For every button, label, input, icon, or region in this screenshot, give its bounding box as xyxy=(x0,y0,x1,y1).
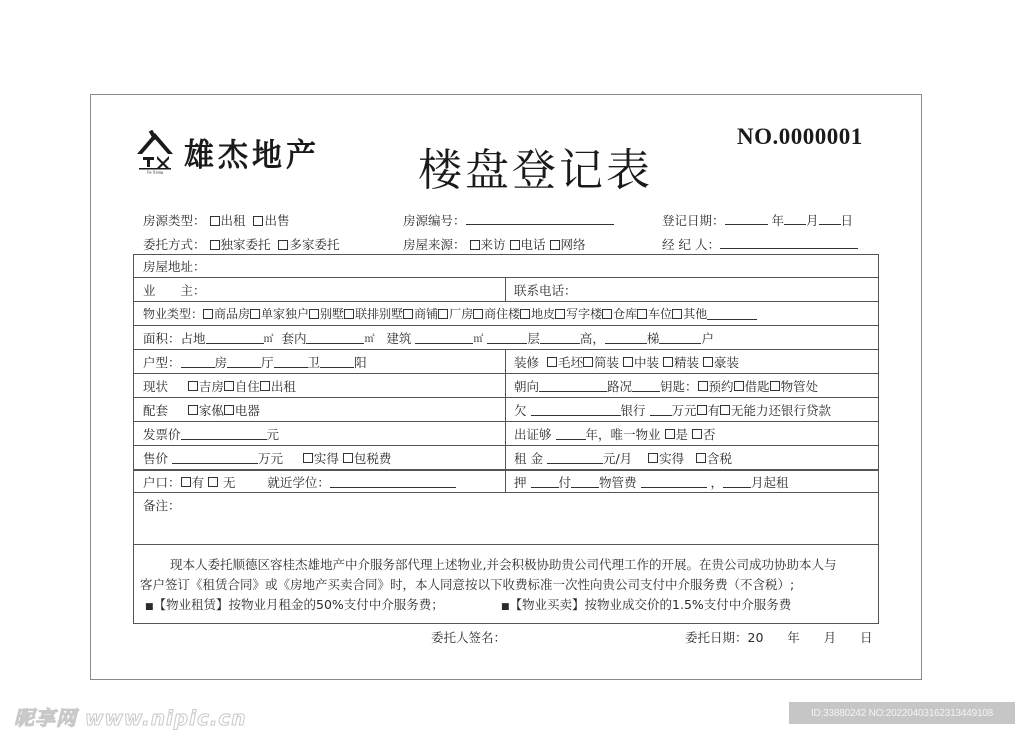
checkbox-appointment[interactable] xyxy=(698,381,708,391)
remarks-field[interactable]: 备注： xyxy=(134,493,878,545)
checkbox-fine[interactable] xyxy=(663,357,673,367)
checkbox-rented[interactable] xyxy=(260,381,270,391)
decoration-field: 装修 毛坯 简装 中装 精装 豪装 xyxy=(514,354,739,370)
checkbox-commercial-housing[interactable] xyxy=(203,309,213,319)
notice-bullet-sale: ■【物业买卖】按物业成交价的1.5%支付中介服务费 xyxy=(501,597,792,612)
company-name: 雄杰地产 xyxy=(184,137,320,175)
entrust-mode-field: 委托方式： 独家委托 多家委托 xyxy=(143,237,340,252)
rent-start-input[interactable] xyxy=(723,476,751,488)
checkbox-detached[interactable] xyxy=(250,309,260,319)
orientation-field: 朝向 路况 钥匙： 预约 借匙 物管处 xyxy=(514,378,819,394)
checkbox-net-price[interactable] xyxy=(303,453,313,463)
register-month-input[interactable] xyxy=(784,213,806,225)
pay-months-input[interactable] xyxy=(571,476,599,488)
house-logo-icon xyxy=(134,130,176,174)
checkbox-medium[interactable] xyxy=(623,357,633,367)
bank-name-input[interactable] xyxy=(531,404,621,416)
building-area-input[interactable] xyxy=(415,332,473,344)
households-input[interactable] xyxy=(659,332,701,344)
row-area xyxy=(134,326,878,350)
facilities-field: 配套 家俬 电器 xyxy=(143,402,260,418)
form-title: 楼盘登记表 xyxy=(418,145,653,196)
checkbox-exclusive[interactable] xyxy=(210,240,220,250)
rent-field: 租 金 元/月 实得 含税 xyxy=(514,450,733,466)
checkbox-loan-no[interactable] xyxy=(720,405,730,415)
checkbox-hukou-yes[interactable] xyxy=(181,477,191,487)
notice-line-2: 客户签订《租赁合同》或《房地产买卖合同》时，本人同意按以下收费标准一次性向贵公司支付中介服务费（不含税）; xyxy=(140,577,795,592)
checkbox-borrow-key[interactable] xyxy=(734,381,744,391)
checkbox-vacant[interactable] xyxy=(188,381,198,391)
checkbox-visit[interactable] xyxy=(470,240,480,250)
registration-table xyxy=(133,254,879,624)
certificate-field: 出证够 年，唯一物业 是 否 xyxy=(514,426,716,442)
row-layout xyxy=(134,350,878,374)
entrustment-notice xyxy=(134,545,878,624)
address-field[interactable]: 房屋地址： xyxy=(143,259,206,274)
company-logo xyxy=(134,130,320,174)
checkbox-hukou-no[interactable] xyxy=(208,477,218,487)
phone-field[interactable]: 联系电话： xyxy=(514,282,577,298)
management-fee-input[interactable] xyxy=(641,476,707,488)
checkbox-only-no[interactable] xyxy=(692,429,702,439)
row-price xyxy=(134,446,878,470)
hukou-field: 户口： 有 无 就近学位： xyxy=(134,471,456,492)
row-property-type xyxy=(134,302,878,326)
register-year-input[interactable] xyxy=(725,213,768,225)
road-input[interactable] xyxy=(632,380,660,392)
listing-type-field: 房源类型： 出租 出售 xyxy=(143,213,290,228)
sale-price-field: 售价 万元 实得 包税费 xyxy=(143,450,392,466)
checkbox-rent-net[interactable] xyxy=(648,453,658,463)
checkbox-multiple[interactable] xyxy=(278,240,288,250)
checkbox-rent[interactable] xyxy=(210,216,220,226)
row-owner xyxy=(134,278,878,302)
checkbox-shop[interactable] xyxy=(403,309,413,319)
layout-field: 户型： 房 厅 卫 阳 xyxy=(143,354,367,370)
invoice-field: 发票价 元 xyxy=(143,426,280,442)
signer-signature-field[interactable]: 委托人签名： xyxy=(431,630,507,645)
area-field: 面积：占地 ㎡ 套内 ㎡ 建筑 ㎡ 层 高， 梯 户 xyxy=(143,330,714,346)
checkbox-office[interactable] xyxy=(555,309,565,319)
invoice-price-input[interactable] xyxy=(181,428,267,440)
row-invoice xyxy=(134,422,878,446)
checkbox-furniture[interactable] xyxy=(188,405,198,415)
other-type-input[interactable] xyxy=(707,308,757,320)
row-address xyxy=(134,255,878,278)
halls-input[interactable] xyxy=(227,356,261,368)
checkbox-rent-tax[interactable] xyxy=(696,453,706,463)
checkbox-phone[interactable] xyxy=(510,240,520,250)
checkbox-luxury[interactable] xyxy=(703,357,713,367)
listing-number-input[interactable] xyxy=(466,213,614,225)
serial-number: NO.0000001 xyxy=(737,124,863,149)
listing-number-field: 房源编号： xyxy=(403,211,614,229)
watermark-logo: 昵享网 www.nipic.cn xyxy=(14,706,247,730)
baths-input[interactable] xyxy=(274,356,308,368)
floor-input[interactable] xyxy=(487,332,527,344)
stairs-input[interactable] xyxy=(605,332,647,344)
checkbox-self-occupied[interactable] xyxy=(224,381,234,391)
svg-text:Jie Xiong: Jie Xiong xyxy=(146,169,164,174)
agent-input[interactable] xyxy=(720,237,858,249)
height-input[interactable] xyxy=(540,332,580,344)
checkbox-parking[interactable] xyxy=(637,309,647,319)
checkbox-only-yes[interactable] xyxy=(665,429,675,439)
row-status xyxy=(134,374,878,398)
checkbox-townhouse[interactable] xyxy=(344,309,354,319)
status-field: 现状 吉房 自住 出租 xyxy=(143,378,296,394)
entrust-date-field[interactable]: 委托日期：20 年 月 日 xyxy=(685,630,873,645)
checkbox-mixed-use[interactable] xyxy=(473,309,483,319)
certificate-years-input[interactable] xyxy=(556,428,586,440)
deposit-field: 押 付 物管费 ， 月起租 xyxy=(514,474,789,490)
bullet-square-icon: ■ xyxy=(501,602,510,612)
source-field: 房屋来源： 来访 电话 网络 xyxy=(403,237,586,252)
agent-field: 经 纪 人： xyxy=(662,235,858,253)
checkbox-loan-yes[interactable] xyxy=(697,405,707,415)
rent-input[interactable] xyxy=(547,452,603,464)
sale-price-input[interactable] xyxy=(172,452,258,464)
checkbox-appliances[interactable] xyxy=(224,405,234,415)
checkbox-land[interactable] xyxy=(520,309,530,319)
row-hukou xyxy=(134,470,878,493)
bullet-square-icon: ■ xyxy=(145,602,154,612)
loan-field: 欠 银行 万元 有 无 能力还银行贷款 xyxy=(514,402,832,418)
checkbox-simple[interactable] xyxy=(583,357,593,367)
property-type-field: 物业类型： 商品房 单家独户 别墅 联排别墅 商铺 厂房 商住楼 地皮 写字楼 仓库 车位 其他 xyxy=(134,302,757,325)
checkbox-factory[interactable] xyxy=(438,309,448,319)
checkbox-other[interactable] xyxy=(672,309,682,319)
checkbox-villa[interactable] xyxy=(309,309,319,319)
checkbox-warehouse[interactable] xyxy=(602,309,612,319)
row-facilities xyxy=(134,398,878,422)
owner-field[interactable]: 业 主： xyxy=(143,282,206,298)
checkbox-bare[interactable] xyxy=(547,357,557,367)
inner-area-input[interactable] xyxy=(306,332,364,344)
notice-bullet-rent: ■【物业租赁】按物业月租金的50%支付中介服务费； xyxy=(145,597,444,612)
register-day-input[interactable] xyxy=(819,213,841,225)
watermark-id: ID:33880242 NO:20220403162313449108 xyxy=(789,702,1015,724)
checkbox-tax-included[interactable] xyxy=(343,453,353,463)
loan-amount-input[interactable] xyxy=(650,404,672,416)
orientation-input[interactable] xyxy=(539,380,607,392)
notice-line-1: 现本人委托顺德区容桂杰雄地产中介服务部代理上述物业,并会积极协助贵公司代理工作的开展。在贵公司成功协助本人与 xyxy=(170,557,837,572)
land-area-input[interactable] xyxy=(206,332,264,344)
deposit-months-input[interactable] xyxy=(531,476,559,488)
checkbox-property-office[interactable] xyxy=(770,381,780,391)
school-input[interactable] xyxy=(330,476,456,488)
checkbox-sale[interactable] xyxy=(253,216,263,226)
balconies-input[interactable] xyxy=(320,356,354,368)
checkbox-online[interactable] xyxy=(550,240,560,250)
rooms-input[interactable] xyxy=(181,356,215,368)
register-date-field: 登记日期： 年 月 日 xyxy=(662,213,854,228)
